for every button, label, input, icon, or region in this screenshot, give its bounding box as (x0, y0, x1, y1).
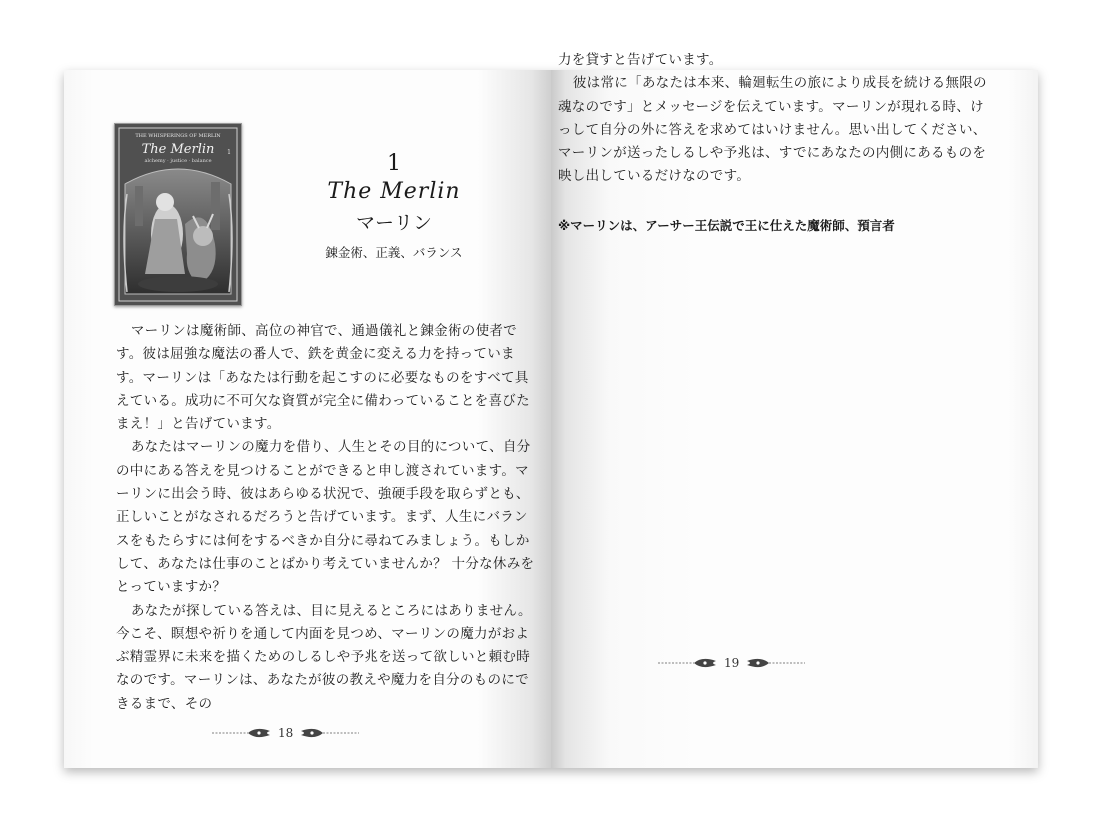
right-ornament-icon (299, 726, 359, 740)
card-artwork (115, 124, 241, 305)
left-page (64, 70, 551, 768)
paragraph: あなたはマーリンの魔力を借り、人生とその目的について、自分の中にある答えを見つけることができると申し渡されています。マーリンに出会う時、彼はあらゆる状況で、強硬手段を取らずとも、正しいことがなされるだろうと告げています。まず、人生にバランスをもたらすには何をするべきか自分に尋ねてみましょう。もしかして、あなたは仕事のことばかり考えていませんか？ 十分な休みをとっていますか？ (116, 439, 535, 596)
card-title-text: The Merlin (141, 142, 215, 157)
footnote: ※マーリンは、アーサー王伝説で王に仕えた魔術師、預言者 (558, 218, 895, 233)
left-ornament-icon (658, 656, 718, 670)
left-ornament-icon (212, 726, 272, 740)
card-header-text: THE WHISPERINGS OF MERLIN (135, 133, 221, 139)
paragraph: あなたが探している答えは、目に見えるところにはありません。今こそ、瞑想や祈りを通して内面を見つめ、マーリンの魔力がおよぶ精霊界に未来を描くためのしるしや予兆を送って欲しいと頼む時なのです。マーリンは、あなたが彼の教えや魔力を自分のものにできるまで、その (116, 602, 532, 712)
paragraph: 彼は常に「あなたは本来、輪廻転生の旅により成長を続ける無限の魂なのです」とメッセージを伝えています。マーリンが現れる時、けっして自分の外に答えを求めてはいけません。思い出してください、マーリンが送ったしるしや予兆は、すでにあなたの内側にあるものを映し出しているだけなのです。 (558, 75, 987, 185)
card-number-text: 1 (227, 149, 231, 156)
right-body-text (558, 49, 988, 189)
card-subtitle-text: alchemy · justice · balance (144, 158, 212, 164)
paragraph: マーリンは魔術師、高位の神官で、通過儀礼と錬金術の使者です。彼は屈強な魔法の番人で、鉄を黄金に変える力を持っています。マーリンは「あなたは行動を起こすのに必要なものをすべて具えている。成功に不可欠な資質が完全に備わっていることを喜びたまえ！」と告げています。 (116, 323, 530, 433)
card-heading (294, 150, 494, 264)
right-folio (658, 653, 805, 673)
left-body-text (116, 320, 536, 716)
right-ornament-icon (745, 656, 805, 670)
page-number: 19 (724, 656, 740, 670)
merlin-card-illustration (114, 123, 242, 306)
card-title-english: The Merlin (327, 179, 461, 204)
page-number: 18 (278, 726, 294, 740)
card-number: 1 (387, 151, 401, 176)
continuation-line: 力を貸すと告げています。 (558, 52, 723, 68)
card-keywords: 錬金術、正義、バランス (325, 245, 463, 260)
left-folio (212, 723, 359, 743)
card-title-japanese: マーリン (355, 212, 432, 234)
